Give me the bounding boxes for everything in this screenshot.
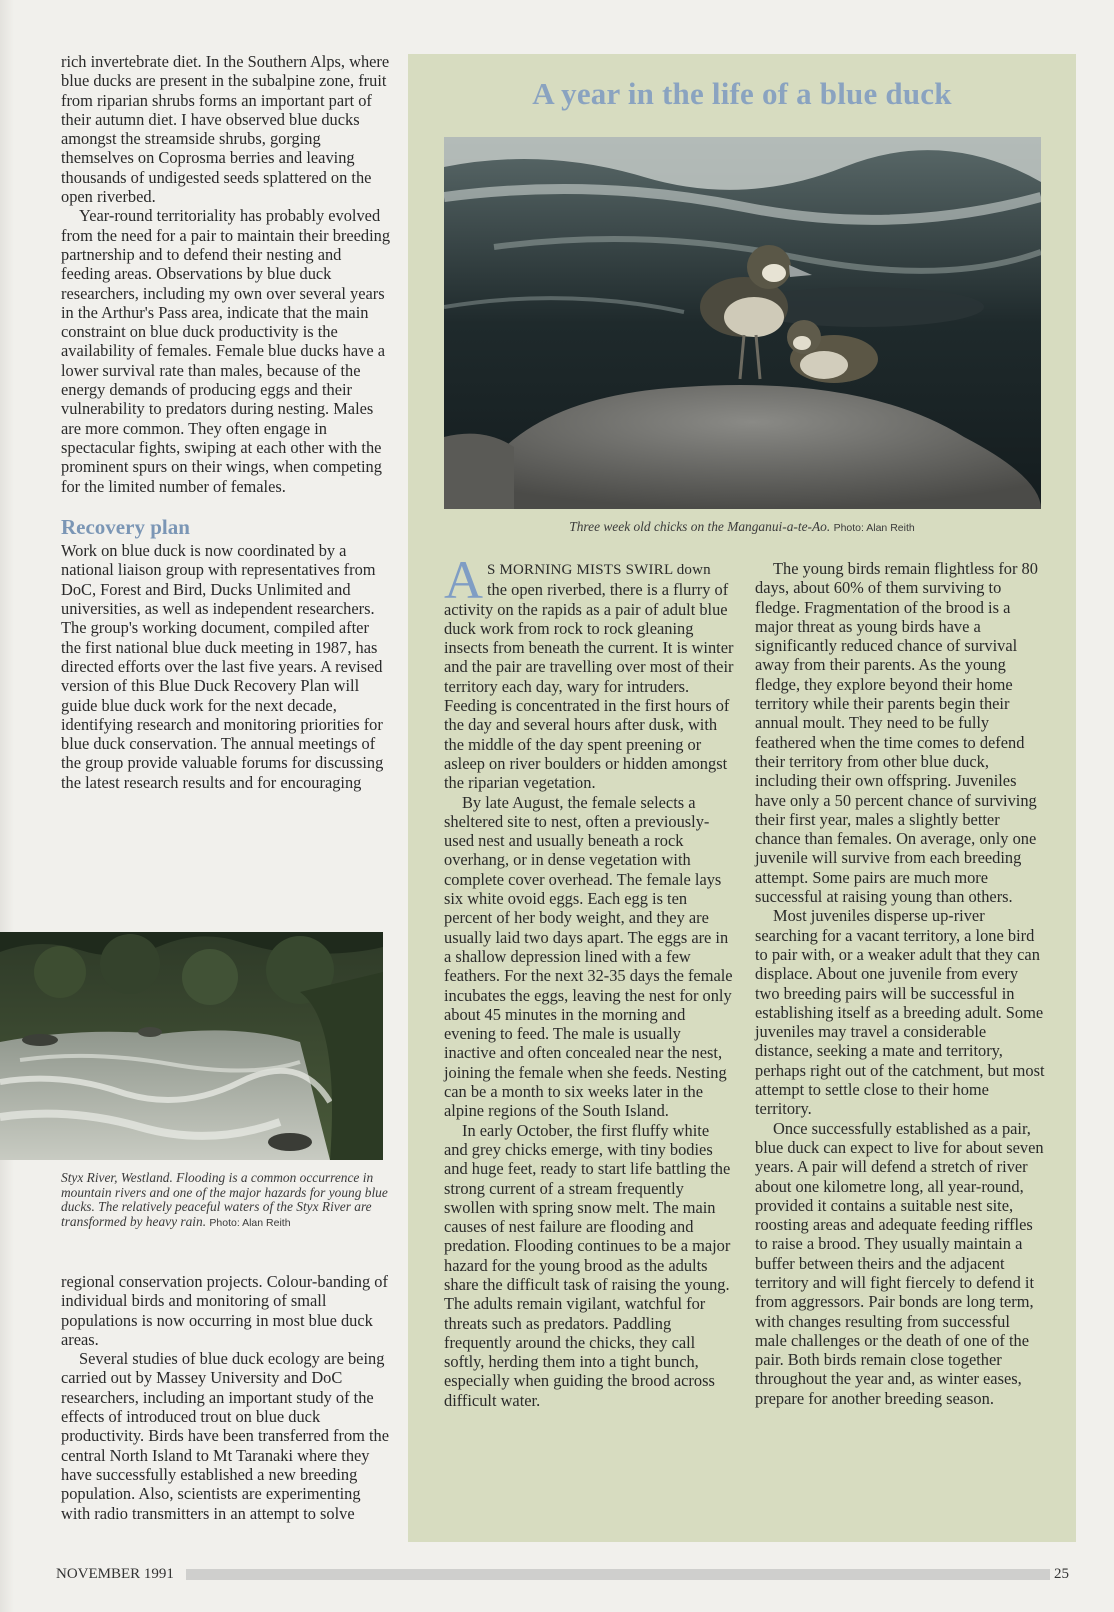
paragraph: The young birds remain flightless for 80 days, about 60% of them surviving to fledge. Fragmentation of the brood is a major threat as young birds have a significantly reduced chance of survival away from their parents. As the young fledge, they explore beyond their home territory while their parents begin their annual moult. They need to be fully feathered when the time comes to defend their territory from other blue duck, including their own offspring. Juveniles have only a 50 percent chance of surviving their first year, males a slightly better chance than females. On average, only one juvenile will survive from each breeding attempt. Some pairs are much more successful at raising young than others. [755,559,1038,907]
lead-smallcaps: S MORNING MISTS SWIRL down [487,562,711,578]
footer-rule [186,1569,1050,1580]
footer-issue-date: NOVEMBER 1991 [56,1566,174,1582]
duck-photo-credit: Photo: Alan Reith [833,522,915,534]
lead-paragraph [444,550,734,793]
blue-duck-chicks-photo [444,137,1041,509]
duck-photo-caption [408,520,1076,536]
paragraph: rich invertebrate diet. In the Southern Alps, where blue ducks are present in the subalpine zone, fruit from riparian shrubs forms an important part of their autumn diet. I have observed blue ducks amongst the streamside shrubs, gorging themselves on Coprosma berries and leaving thousands of undigested seeds splattered on the open riverbed. [61,52,390,207]
paragraph: Year-round territoriality has probably evolved from the need for a pair to maintain their breeding partnership and to defend their nesting and feeding areas. Observations by blue duck researchers, including my own over several years in the Arthur's Pass area, indicate that the main constraint on blue duck productivity is the availability of females. Female blue ducks have a lower survival rate than males, because of the energy demands of producing eggs and their vulnerability to predators during nesting. Males are more common. They often engage in spectacular fights, swiping at each other with the prominent spurs on their wings, when competing for the limited number of females. [61,206,391,496]
styx-river-photo [0,932,383,1160]
box-column-1 [444,550,734,1410]
left-column-top [61,52,391,792]
section-heading-recovery-plan: Recovery plan [61,514,190,539]
duck-caption-text: Three week old chicks on the Manganui-a-te-Ao. [569,519,831,534]
paragraph: In early October, the first fluffy white and grey chicks emerge, with tiny bodies and huge feet, ready to start life battling the strong current of a stream frequently swollen with spring snow melt. The main causes of nest failure are flooding and predation. Flooding continues to be a major hazard for the young brood as the adults share the difficult task of raising the young. The adults remain vigilant, watchful for threats such as predators. Paddling frequently around the chicks, they call softly, herding them into a tight bunch, especially when guiding the brood across difficult water. [444,1120,731,1410]
river-caption-text: Styx River, Westland. Flooding is a common occurrence in mountain rivers and one of the major hazards for young blue ducks. The relatively peaceful waters of the Styx River are transformed by heavy rain. [61,1170,388,1229]
paragraph: Several studies of blue duck ecology are being carried out by Massey University and DoC researchers, including an important study of the effects of introduced trout on blue duck productivity. Birds have been transferred from the central North Island to Mt Taranaki where they have successfully established a new breeding population. Also, scientists are experimenting with radio transmitters in an attempt to solve [61,1349,390,1523]
paragraph: Once successfully established as a pair, blue duck can expect to live for about seven years. A pair will defend a stretch of river about one kilometre long, all year-round, provided it contains a suitable nest site, roosting areas and adequate feeding riffles to raise a brood. They usually maintain a buffer between theirs and the adjacent territory and will fight fiercely to defend it from aggressors. Pair bonds are long term, with changes resulting from successful male challenges or the death of one of the pair. Both birds remain close together throughout the year and, as winter eases, prepare for another breeding season. [755,1118,1044,1408]
river-photo-credit: Photo: Alan Reith [209,1216,291,1229]
paragraph: By late August, the female selects a sheltered site to nest, often a previously-used nest and usually beneath a rock overhang, or in dense vegetation with complete cover overhead. The female lays six white ovoid eggs. Each egg is ten percent of her body weight, and they are usually laid two days apart. The eggs are in a shallow depression lined with a few feathers. For the next 32-35 days the female incubates the eggs, leaving the nest for only about 45 minutes in the morning and evening to feed. The male is usually inactive and often concealed near the nest, joining the female when she feeds. Nesting can be a month to six weeks later in the alpine regions of the South Island. [444,792,733,1121]
lead-rest: the open riverbed, there is a flurry of activity on the rapids as a pair of adult blue duck work from rock to rock gleaning insects from beneath the current. It is winter and the pair are travelling over most of their territory each day, wary for intruders. Feeding is concentrated in the first hours of the day and several hours after dusk, with the middle of the day spent preening or asleep on river boulders or hidden amongst the riparian vegetation. [444,580,734,793]
paragraph: Work on blue duck is now coordinated by a national liaison group with representatives from DoC, Forest and Bird, Ducks Unlimited and universities, as well as independent researchers. The group's working document, compiled after the first national blue duck meeting in 1987, has directed efforts over the last five years. A revised version of this Blue Duck Recovery Plan will guide blue duck work for the next decade, identifying research and monitoring priorities for blue duck conservation. The annual meetings of the group provide valuable forums for discussing the latest research results and for encouraging [61,541,384,792]
box-title: A year in the life of a blue duck [532,76,952,111]
paragraph: Most juveniles disperse up-river searching for a vacant territory, a lone bird to pair with, or a weaker adult that they can displace. About one juvenile from every two breeding pairs will be successful in establishing itself as a breeding adult. Some juveniles may travel a considerable distance, seeking a mate and territory, perhaps right out of the catchment, but most attempt to settle close to their home territory. [755,906,1045,1119]
box-column-2 [755,559,1045,1408]
drop-cap: A [444,550,483,610]
feature-box [408,54,1076,1542]
river-photo-caption [61,1171,391,1230]
left-column-bottom [61,1272,391,1523]
paragraph: regional conservation projects. Colour-banding of individual birds and monitoring of small populations is now occurring in most blue duck areas. [61,1272,388,1349]
page-number: 25 [1054,1566,1069,1582]
page-edge [0,0,14,1612]
